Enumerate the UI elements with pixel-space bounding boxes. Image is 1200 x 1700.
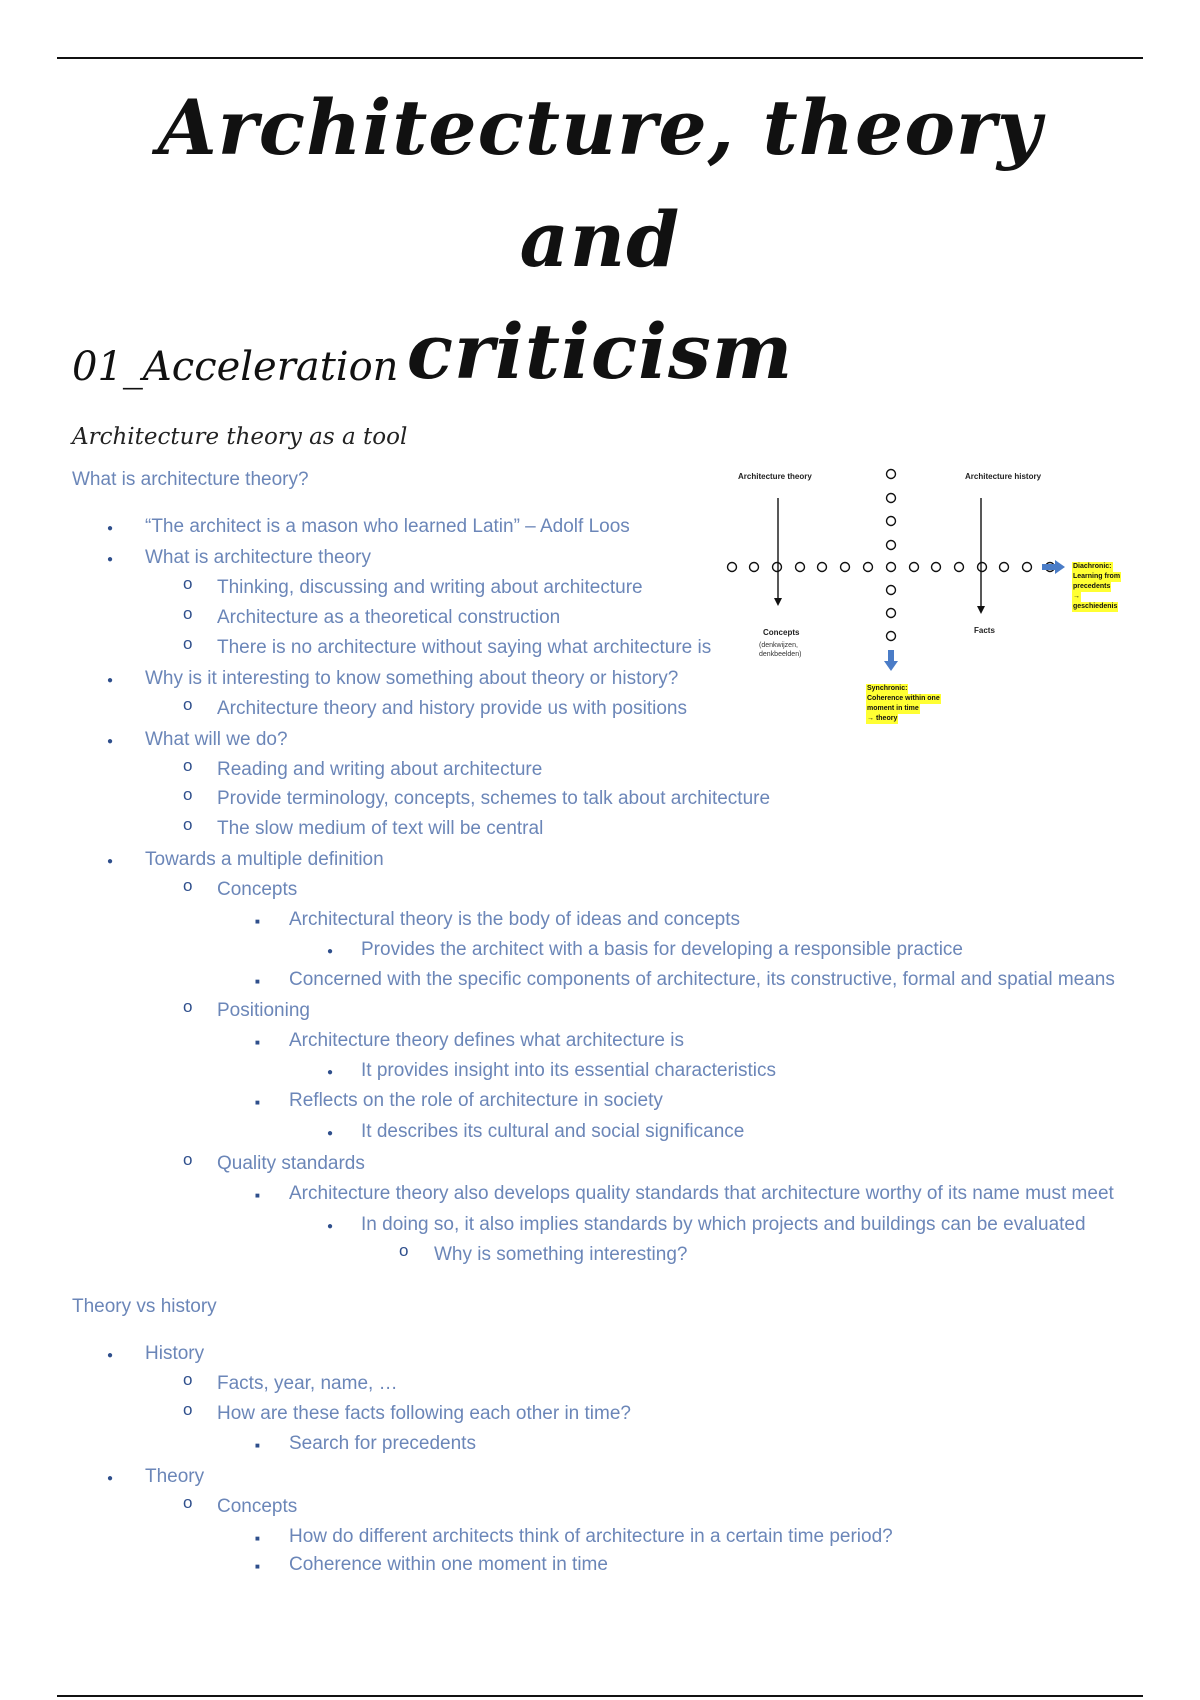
diachronic-note: [1072, 562, 1128, 614]
bottom-rule: [57, 1695, 1143, 1697]
bullet-icon: [327, 1216, 333, 1234]
circle-bullet-icon: [183, 1150, 192, 1170]
list-item: Architecture theory and history provide us with positions: [217, 698, 687, 719]
list-item: Facts, year, name, …: [217, 1373, 398, 1394]
list-item: Thinking, discussing and writing about architecture: [217, 577, 643, 598]
title-line-2: criticism: [406, 307, 794, 396]
square-bullet-icon: [255, 1556, 260, 1574]
list-item: History: [145, 1343, 205, 1364]
square-bullet-icon: [255, 1435, 260, 1453]
list-item: It describes its cultural and social significance: [361, 1121, 745, 1142]
diachronic-line-1: Diachronic:: [1073, 563, 1112, 570]
list-item: Concepts: [217, 879, 298, 900]
list-item: Concepts: [217, 1496, 298, 1517]
list-item: What will we do?: [145, 729, 288, 750]
list-item: Architecture theory defines what architecture is: [289, 1030, 684, 1051]
list-item: The slow medium of text will be central: [217, 818, 544, 839]
label-concepts-sub-2: denkbeelden): [759, 651, 802, 658]
list-item: Towards a multiple definition: [145, 849, 384, 870]
list-item: Architecture theory also develops quality standards that architecture worthy of its name must meet: [289, 1183, 1114, 1204]
square-bullet-icon: [255, 911, 260, 929]
bullet-icon: [107, 1468, 113, 1486]
circle-bullet-icon: [183, 785, 192, 805]
circle-bullet-icon: [183, 604, 192, 624]
circle-bullet-icon: [399, 1241, 408, 1261]
label-concepts: Concepts: [763, 628, 800, 637]
circle-bullet-icon: [183, 756, 192, 776]
subsection-title: Architecture theory as a tool: [72, 424, 408, 450]
bullet-icon: [327, 1123, 333, 1141]
list-item: What is architecture theory: [145, 547, 371, 568]
bullet-icon: [107, 518, 113, 536]
list-item: Reading and writing about architecture: [217, 759, 543, 780]
bullet-icon: [327, 941, 333, 959]
heading-what-is-theory: What is architecture theory?: [72, 469, 309, 490]
square-bullet-icon: [255, 971, 260, 989]
section-title: 01_Acceleration: [72, 344, 399, 390]
blue-arrow-right-icon: [1042, 560, 1065, 574]
circle-bullet-icon: [183, 1493, 192, 1513]
circle-bullet-icon: [183, 634, 192, 654]
diachronic-line-3: precedents: [1073, 583, 1111, 590]
label-concepts-sub-1: (denkwijzen,: [759, 642, 798, 649]
square-bullet-icon: [255, 1528, 260, 1546]
history-arrowhead: [977, 606, 985, 614]
synchronic-line-4: → theory: [867, 715, 898, 722]
synchronic-note: [866, 684, 956, 728]
circle-bullet-icon: [183, 815, 192, 835]
bullet-icon: [107, 731, 113, 749]
square-bullet-icon: [255, 1092, 260, 1110]
vertical-arrows: [778, 498, 981, 608]
circle-bullet-icon: [183, 1400, 192, 1420]
list-item: There is no architecture without saying what architecture is: [217, 637, 712, 658]
list-item: Positioning: [217, 1000, 310, 1021]
list-item: How do different architects think of architecture in a certain time period?: [289, 1526, 893, 1547]
bullet-icon: [107, 851, 113, 869]
list-item: Coherence within one moment in time: [289, 1554, 608, 1575]
list-item: Architectural theory is the body of ideas and concepts: [289, 909, 740, 930]
list-item: Quality standards: [217, 1153, 365, 1174]
bullet-icon: [107, 1345, 113, 1363]
circle-bullet-icon: [183, 997, 192, 1017]
list-item: Reflects on the role of architecture in society: [289, 1090, 663, 1111]
heading-theory-vs-history: Theory vs history: [72, 1296, 217, 1317]
list-item: Search for precedents: [289, 1433, 476, 1454]
list-item: Provide terminology, concepts, schemes to talk about architecture: [217, 788, 771, 809]
list-item: It provides insight into its essential characteristics: [361, 1060, 777, 1081]
list-item: Theory: [145, 1466, 205, 1487]
circle-bullet-icon: [183, 1370, 192, 1390]
diachronic-line-2: Learning from: [1073, 573, 1121, 580]
bullet-icon: [327, 1062, 333, 1080]
synchronic-line-3: moment in time: [867, 705, 919, 712]
title-line-1: Architecture, theory and: [157, 83, 1043, 284]
blue-arrow-down-icon: [884, 650, 898, 671]
circle-bullet-icon: [183, 695, 192, 715]
theory-history-diagram: [722, 458, 1142, 738]
diachronic-line-4: →: [1073, 593, 1080, 600]
timeline-circles: [728, 470, 1055, 641]
list-item: “The architect is a mason who learned Latin” – Adolf Loos: [145, 516, 630, 537]
list-item: Why is something interesting?: [434, 1244, 688, 1265]
diachronic-line-5: geschiedenis: [1073, 603, 1118, 610]
list-item: In doing so, it also implies standards by which projects and buildings can be evaluated: [361, 1214, 1086, 1235]
list-item: How are these facts following each other in time?: [217, 1403, 631, 1424]
square-bullet-icon: [255, 1185, 260, 1203]
bullet-icon: [107, 549, 113, 567]
circle-bullet-icon: [183, 876, 192, 896]
bullet-icon: [107, 670, 113, 688]
top-rule: [57, 57, 1143, 59]
synchronic-line-2: Coherence within one: [867, 695, 940, 702]
label-facts: Facts: [974, 626, 995, 635]
list-item: Architecture as a theoretical construction: [217, 607, 561, 628]
synchronic-line-1: Synchronic:: [867, 685, 908, 692]
label-architecture-history: Architecture history: [965, 472, 1042, 481]
list-item: Why is it interesting to know something about theory or history?: [145, 668, 679, 689]
theory-arrowhead: [774, 598, 782, 606]
label-architecture-theory: Architecture theory: [738, 472, 812, 481]
circle-bullet-icon: [183, 574, 192, 594]
square-bullet-icon: [255, 1032, 260, 1050]
list-item: Provides the architect with a basis for developing a responsible practice: [361, 939, 963, 960]
list-item: Concerned with the specific components of architecture, its constructive, formal and spatial means: [289, 969, 1115, 990]
